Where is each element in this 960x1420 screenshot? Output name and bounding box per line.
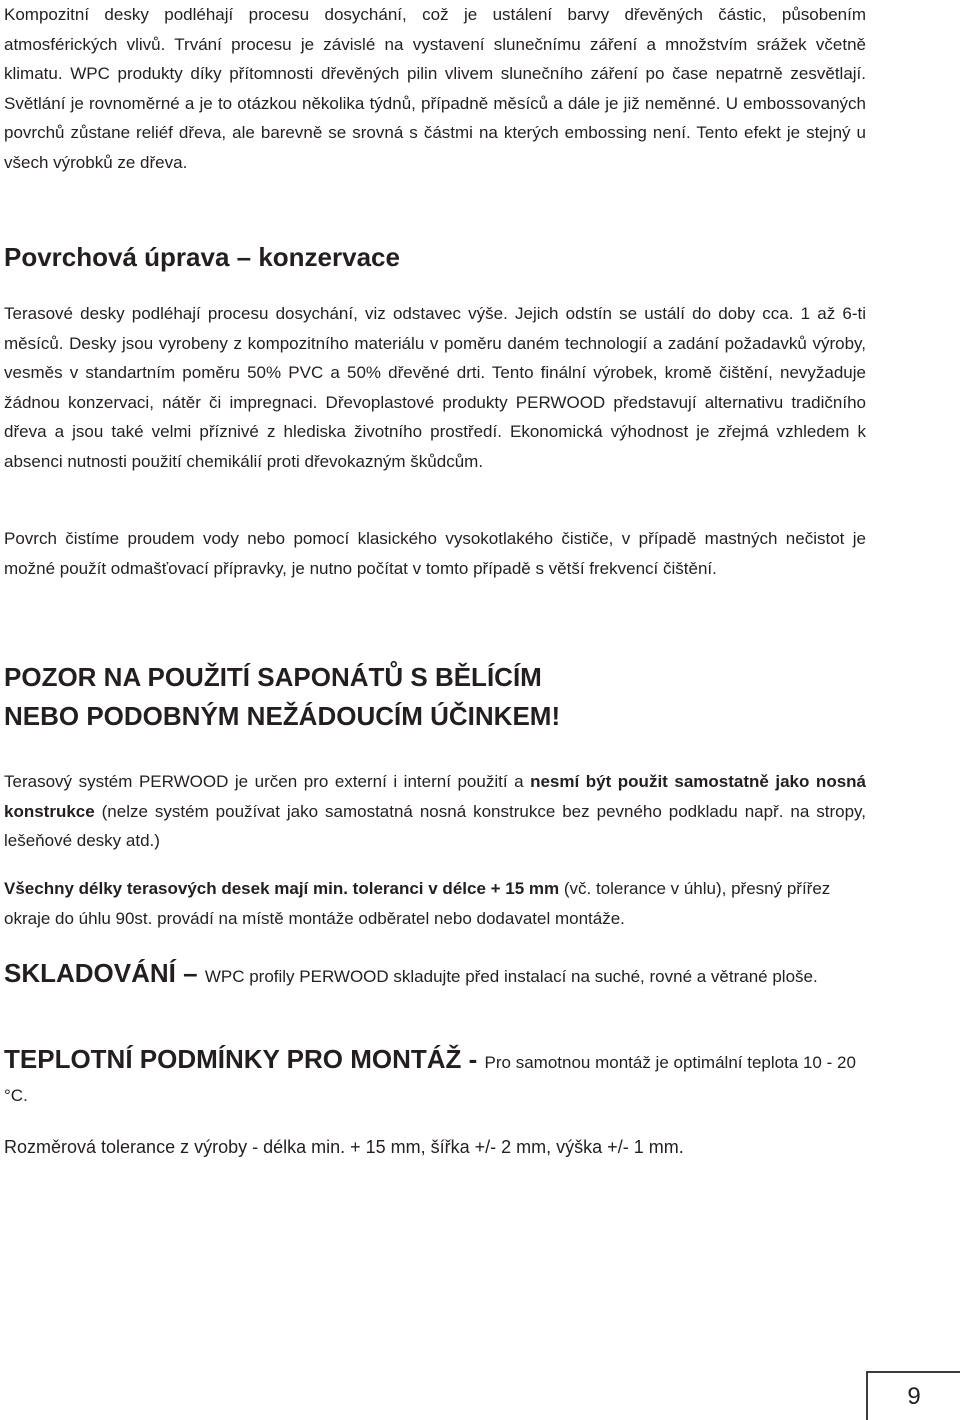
tolerance-note-text: (vč. tolerance v úhlu), přesný přířez okraje do úhlu 90st. provádí na místě montáže odběratel nebo dodavatel montáže. — [4, 879, 831, 928]
page-number: 9 — [907, 1383, 921, 1410]
structure-note-text-1: Terasový systém PERWOOD je určen pro externí i interní použití a — [4, 772, 531, 791]
warning-line-2: NEBO PODOBNÝM NEŽÁDOUCÍM ÚČINKEM! — [4, 701, 561, 731]
tolerance-note — [4, 874, 866, 933]
tolerance-note-bold: Všechny délky terasových desek mají min. toleranci v délce + 15 mm — [4, 879, 560, 898]
storage-heading: SKLADOVÁNÍ – — [4, 958, 205, 988]
section-heading-conservation: Povrchová úprava – konzervace — [4, 242, 400, 272]
intro-paragraph: Kompozitní desky podléhají procesu dosychání, což je ustálení barvy dřevěných částic, působením atmosférických vlivů. Trvání procesu je závislé na vystavení slunečnímu záření a množstvím srážek včetně klimatu. WPC produkty díky přítomnosti dřevěných pilin vlivem slunečního záření po čase nepatrně zesvětlají. Světlání je rovnoměrné a je to otázkou několika týdnů, případně měsíců a dále je již neměnné. U embossovaných povrchů zůstane reliéf dřeva, ale barevně se srovná s částmi na kterých embossing není. Tento efekt je stejný u všech výrobků ze dřeva. — [4, 5, 866, 172]
storage-section — [4, 958, 866, 992]
warning-heading — [4, 658, 560, 736]
conservation-paragraph: Terasové desky podléhají procesu dosychání, viz odstavec výše. Jejich odstín se ustálí do doby cca. 1 až 6-ti měsíců. Desky jsou vyrobeny z kompozitního materiálu v poměru daném technologií a zadání požadavků výroby, vesměs v standartním poměru 50% PVC a 50% dřevěné drti. Tento finální výrobek, kromě čištění, nevyžaduje žádnou konzervaci, nátěr či impregnaci. Dřevoplastové produkty PERWOOD představují alternativu tradičního dřeva a jsou také velmi příznivé z hlediska životního prostředí. Ekonomická výhodnost je zřejmá vzhledem k absenci nutnosti použití chemikálií proti dřevokazným škůdcům. — [4, 304, 866, 471]
structure-note-bold: nesmí být použit samostatně jako nosná konstrukce — [4, 772, 866, 821]
storage-text: WPC profily PERWOOD skladujte před instalací na suché, rovné a větrané ploše. — [204, 967, 818, 986]
temperature-heading: TEPLOTNÍ PODMÍNKY PRO MONTÁŽ - — [4, 1044, 485, 1074]
temperature-section — [4, 1043, 866, 1112]
dimension-tolerance: Rozměrová tolerance z výroby - délka min. + 15 mm, šířka +/- 2 mm, výška +/- 1 mm. — [4, 1137, 684, 1157]
temperature-text: Pro samotnou montáž je optimální teplota 10 - 20 °C. — [4, 1053, 856, 1105]
structure-note-text-2: (nelze systém používat jako samostatná nosná konstrukce bez pevného podkladu např. na stropy, lešeňové desky atd.) — [4, 801, 866, 850]
warning-line-1: POZOR NA POUŽITÍ SAPONÁTŮ S BĚLÍCÍM — [4, 662, 542, 692]
structure-note — [4, 767, 866, 856]
page-number-box — [866, 1371, 960, 1420]
cleaning-paragraph: Povrch čistíme proudem vody nebo pomocí klasického vysokotlakého čističe, v případě mastných nečistot je možné použít odmašťovací přípravky, je nutno počítat v tomto případě s větší frekvencí čištění. — [4, 529, 866, 578]
